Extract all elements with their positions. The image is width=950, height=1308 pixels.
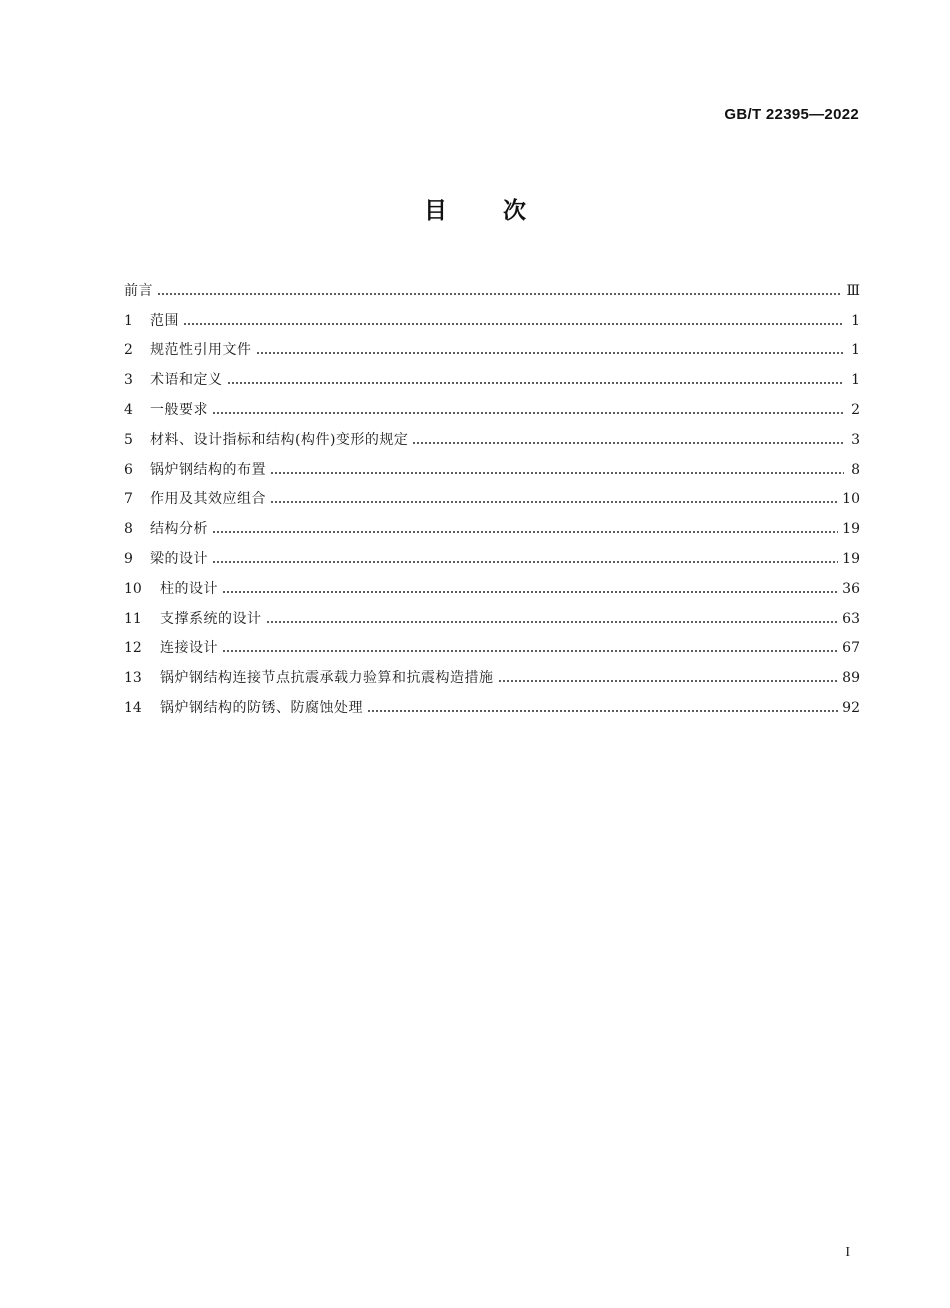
- toc-entry-page: 67: [842, 640, 860, 657]
- toc-leader-dots: [157, 292, 842, 296]
- toc-leader-dots: [270, 500, 838, 504]
- toc-entry-page: 19: [842, 521, 860, 538]
- toc-entry-number: 4: [124, 401, 133, 418]
- toc-leader-dots: [256, 351, 845, 355]
- toc-entry-number: 8: [124, 521, 133, 538]
- toc-entry-7[interactable]: [124, 479, 860, 509]
- toc-entry-number: 12: [124, 640, 142, 657]
- toc-entry-text: 锅炉钢结构的布置: [150, 461, 266, 478]
- toc-entry-page: 3: [851, 431, 860, 448]
- toc-entry-number: 2: [124, 342, 133, 359]
- toc-entry-page: 36: [842, 580, 860, 597]
- toc-entry-page: 8: [851, 461, 860, 478]
- toc-entry-6[interactable]: [124, 449, 860, 479]
- toc-entry-number: 1: [124, 312, 133, 329]
- toc-entry-page: 63: [842, 610, 860, 627]
- toc-leader-dots: [498, 679, 839, 683]
- toc-entry-text: 术语和定义: [150, 372, 223, 389]
- toc-entry-page: Ⅲ: [846, 282, 860, 299]
- toc-entry-page: 89: [842, 670, 860, 687]
- toc-entry-number: 6: [124, 461, 133, 478]
- toc-leader-dots: [212, 411, 844, 415]
- toc-leader-dots: [227, 381, 845, 385]
- toc-entry-page: 2: [851, 401, 860, 418]
- toc-entry-text: 支撑系统的设计: [160, 610, 262, 627]
- toc-entry-12[interactable]: [124, 628, 860, 658]
- toc-leader-dots: [212, 530, 838, 534]
- toc-entry-page: 19: [842, 550, 860, 567]
- toc-entry-text: 锅炉钢结构连接节点抗震承载力验算和抗震构造措施: [160, 670, 494, 687]
- page-title: 目次: [424, 198, 582, 224]
- toc-entry-number: 9: [124, 550, 133, 567]
- toc-entry-text: 规范性引用文件: [150, 342, 252, 359]
- table-of-contents: [124, 270, 860, 717]
- toc-leader-dots: [183, 322, 844, 326]
- toc-leader-dots: [412, 441, 844, 445]
- toc-entry-1[interactable]: [124, 300, 860, 330]
- toc-leader-dots: [266, 620, 839, 624]
- toc-entry-text: 作用及其效应组合: [150, 491, 266, 508]
- toc-entry-2[interactable]: [124, 330, 860, 360]
- toc-entry-text: 前言: [124, 282, 153, 299]
- toc-entry-page: 1: [851, 312, 860, 329]
- toc-entry-13[interactable]: [124, 657, 860, 687]
- toc-entry-text: 一般要求: [150, 401, 208, 418]
- toc-entry-page: 10: [842, 491, 860, 508]
- toc-entry-page: 92: [842, 699, 860, 716]
- toc-leader-dots: [212, 560, 838, 564]
- toc-entry-page: 1: [851, 372, 860, 389]
- toc-leader-dots: [222, 649, 838, 653]
- toc-entry-number: 11: [124, 610, 142, 627]
- toc-entry-9[interactable]: [124, 538, 860, 568]
- toc-entry-10[interactable]: [124, 568, 860, 598]
- standard-code: GB/T 22395—2022: [724, 106, 859, 123]
- toc-entry-text: 范围: [150, 312, 179, 329]
- toc-entry-text: 柱的设计: [160, 580, 218, 597]
- toc-entry-number: 5: [124, 431, 133, 448]
- toc-entry-text: 结构分析: [150, 521, 208, 538]
- toc-entry-14[interactable]: [124, 687, 860, 717]
- toc-entry-5[interactable]: [124, 419, 860, 449]
- toc-leader-dots: [222, 590, 838, 594]
- toc-entry-text: 梁的设计: [150, 550, 208, 567]
- toc-entry-number: 10: [124, 580, 142, 597]
- toc-entry-4[interactable]: [124, 389, 860, 419]
- toc-entry-8[interactable]: [124, 508, 860, 538]
- toc-entry-text: 材料、设计指标和结构(构件)变形的规定: [150, 431, 409, 448]
- page-number: I: [845, 1245, 850, 1260]
- toc-entry-text: 连接设计: [160, 640, 218, 657]
- toc-entry-number: 7: [124, 491, 133, 508]
- toc-entry-number: 14: [124, 699, 142, 716]
- toc-entry-text: 锅炉钢结构的防锈、防腐蚀处理: [160, 699, 363, 716]
- toc-leader-dots: [270, 471, 844, 475]
- toc-entry-foreword[interactable]: [124, 270, 860, 300]
- toc-entry-11[interactable]: [124, 598, 860, 628]
- toc-leader-dots: [367, 709, 838, 713]
- toc-entry-3[interactable]: [124, 359, 860, 389]
- toc-entry-number: 13: [124, 670, 142, 687]
- toc-entry-number: 3: [124, 372, 133, 389]
- toc-entry-page: 1: [851, 342, 860, 359]
